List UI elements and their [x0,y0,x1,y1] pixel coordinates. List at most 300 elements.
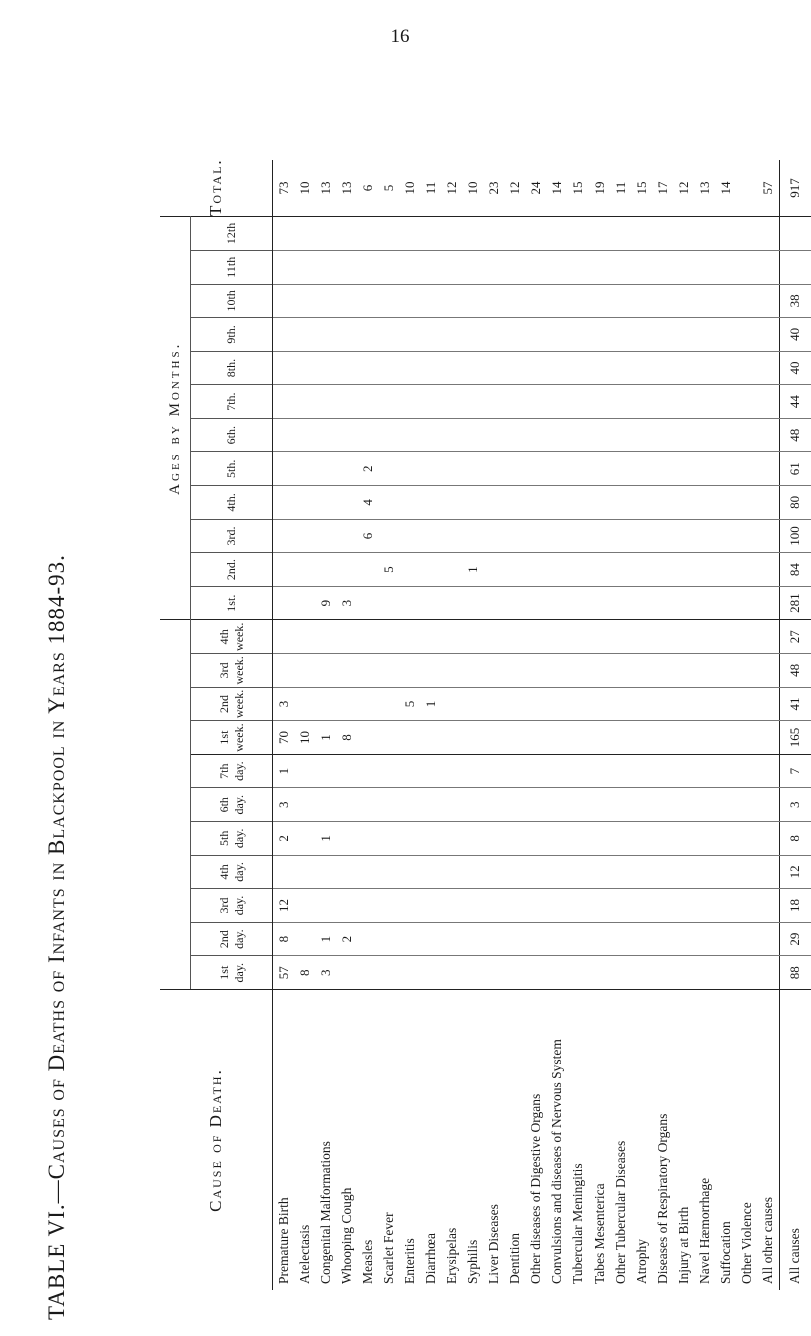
table-cell [463,822,484,856]
table-cell [673,922,694,956]
table-cell [294,889,315,923]
table-cell [442,351,463,385]
table-cell [568,922,589,956]
table-cell [463,788,484,822]
totals-row [779,160,811,1290]
table-cell [442,922,463,956]
grand-total: 917 [779,160,811,217]
table-cell [568,654,589,688]
table-cell [315,385,336,419]
cause-label: All other causes [758,990,780,1291]
table-cell [652,418,673,452]
table-cell [463,318,484,352]
cause-label: Measles [357,990,378,1291]
totals-cell: 48 [779,418,811,452]
table-cell [589,922,610,956]
table-cell [547,217,568,251]
cause-label: Diarrhœa [421,990,442,1291]
row-total: 19 [589,160,610,217]
age-column-header: 6th day. [191,788,273,822]
table-cell [694,284,715,318]
table-cell [568,788,589,822]
table-cell [505,654,526,688]
table-cell [484,754,505,788]
table-cell [694,452,715,486]
table-cell [399,855,420,889]
table-cell [673,486,694,520]
table-cell [505,620,526,654]
table-title-text: —Causes of Deaths of Infants in Blackpool in Years 1884-93. [44,554,69,1204]
table-cell: 6 [357,519,378,553]
table-cell [547,452,568,486]
cause-label: Enteritis [399,990,420,1291]
table-cell [694,351,715,385]
table-cell [378,418,399,452]
table-cell [294,620,315,654]
table-row [505,160,526,1290]
table-cell [357,788,378,822]
row-total: 11 [421,160,442,217]
age-column-header: 4th day. [191,855,273,889]
table-cell [484,250,505,284]
table-cell [378,620,399,654]
table-cell [336,385,357,419]
cause-label: Convulsions and diseases of Nervous System [547,990,568,1291]
table-cell [421,754,442,788]
cause-label: Congenital Malformations [315,990,336,1291]
table-cell [505,822,526,856]
row-total: 5 [378,160,399,217]
table-cell [273,217,295,251]
table-cell [399,788,420,822]
table-cell [505,754,526,788]
table-cell [421,250,442,284]
table-cell [442,687,463,721]
table-cell [736,250,757,284]
table-cell [610,452,631,486]
age-column-header: 7th day. [191,754,273,788]
header-row-1 [160,160,191,1290]
table-cell [484,351,505,385]
table-cell [378,922,399,956]
table-cell [484,519,505,553]
table-cell [736,654,757,688]
table-cell [715,855,736,889]
causes-table-rotated [160,158,803,1290]
table-cell [673,620,694,654]
table-cell [336,889,357,923]
table-cell [357,889,378,923]
table-row [378,160,399,1290]
table-cell [758,519,780,553]
table-cell [715,788,736,822]
table-cell [568,754,589,788]
totals-cell: 40 [779,351,811,385]
table-cell [758,486,780,520]
row-total: 12 [673,160,694,217]
table-cell [526,889,547,923]
table-cell [526,519,547,553]
table-cell [589,855,610,889]
table-cell [673,217,694,251]
table-cell [758,418,780,452]
table-body [273,160,811,1290]
cause-label: Atelectasis [294,990,315,1291]
table-cell [694,250,715,284]
table-cell [484,889,505,923]
totals-cell: 61 [779,452,811,486]
table-cell [631,687,652,721]
table-row [568,160,589,1290]
table-cell [421,486,442,520]
table-cell [378,721,399,755]
table-cell [421,922,442,956]
table-cell [568,956,589,990]
table-cell [463,351,484,385]
table-row [610,160,631,1290]
totals-cell: 8 [779,822,811,856]
table-cell [463,418,484,452]
table-cell [442,654,463,688]
table-cell: 1 [315,922,336,956]
totals-cell: 165 [779,721,811,755]
table-cell [715,586,736,620]
table-cell [505,452,526,486]
table-cell [589,351,610,385]
table-cell [547,318,568,352]
table-cell [463,687,484,721]
row-total: 15 [568,160,589,217]
table-cell [715,654,736,688]
age-column-header: 4th week. [191,620,273,654]
age-column-header: 7th. [191,385,273,419]
table-cell [357,418,378,452]
table-cell [694,654,715,688]
table-cell [547,654,568,688]
header-cause: Cause of Death. [160,990,273,1291]
table-cell [357,922,378,956]
table-cell [421,721,442,755]
table-cell [505,687,526,721]
table-cell [631,284,652,318]
table-cell [336,486,357,520]
table-cell [694,754,715,788]
table-cell [336,754,357,788]
table-cell [568,318,589,352]
table-row [294,160,315,1290]
table-cell [294,318,315,352]
table-cell [652,452,673,486]
table-cell [589,217,610,251]
table-cell [673,654,694,688]
table-cell [631,956,652,990]
row-total: 6 [357,160,378,217]
table-cell [568,687,589,721]
table-cell [694,956,715,990]
table-cell [399,822,420,856]
table-cell [399,217,420,251]
table-cell [631,418,652,452]
table-cell [463,855,484,889]
table-cell [484,721,505,755]
table-cell [294,586,315,620]
table-cell [631,822,652,856]
table-cell [399,519,420,553]
header-days-weeks-spacer [160,620,191,990]
table-cell [526,620,547,654]
table-cell [484,452,505,486]
table-cell [484,654,505,688]
table-cell [463,586,484,620]
table-row [442,160,463,1290]
table-cell [378,217,399,251]
table-cell [631,620,652,654]
table-cell [758,855,780,889]
table-cell [610,250,631,284]
table-cell [315,284,336,318]
table-cell [568,721,589,755]
table-cell [273,620,295,654]
table-cell [547,553,568,587]
table-cell [610,418,631,452]
table-cell [399,452,420,486]
table-cell [673,351,694,385]
table-cell [378,250,399,284]
table-cell [694,553,715,587]
table-cell [715,956,736,990]
table-cell [315,418,336,452]
table-cell [589,519,610,553]
table-cell [484,687,505,721]
table-cell [399,486,420,520]
table-cell [357,754,378,788]
table-cell [568,284,589,318]
age-column-header: 5th. [191,452,273,486]
table-cell [715,250,736,284]
table-cell: 57 [273,956,295,990]
table-cell [421,586,442,620]
table-cell [631,855,652,889]
table-cell [547,754,568,788]
table-cell [589,418,610,452]
table-cell [336,687,357,721]
table-cell [273,452,295,486]
table-cell [673,250,694,284]
age-column-header: 1st. [191,586,273,620]
table-cell [694,855,715,889]
table-cell [484,217,505,251]
table-cell [526,721,547,755]
table-cell: 5 [399,687,420,721]
table-cell [673,788,694,822]
table-cell [694,687,715,721]
table-cell [336,822,357,856]
cause-label: Suffocation [715,990,736,1291]
table-cell [673,318,694,352]
table-cell [631,721,652,755]
table-cell [526,385,547,419]
totals-cell: 29 [779,922,811,956]
table-cell [736,788,757,822]
table-cell [315,486,336,520]
table-cell [589,788,610,822]
table-cell [442,586,463,620]
table-cell [736,620,757,654]
table-cell [399,620,420,654]
totals-cell: 44 [779,385,811,419]
table-cell [526,351,547,385]
table-cell [336,654,357,688]
table-cell [547,721,568,755]
table-cell [758,922,780,956]
table-cell [505,217,526,251]
age-column-header: 6th. [191,418,273,452]
table-cell [378,586,399,620]
table-cell [694,217,715,251]
table-cell [673,754,694,788]
table-cell [547,788,568,822]
table-cell [631,351,652,385]
cause-label: Liver Diseases [484,990,505,1291]
table-cell [652,385,673,419]
row-total: 17 [652,160,673,217]
row-total: 10 [399,160,420,217]
table-cell [589,687,610,721]
table-cell [652,318,673,352]
table-cell [736,754,757,788]
table-cell [315,889,336,923]
table-cell [378,385,399,419]
table-cell [484,620,505,654]
table-cell [505,284,526,318]
table-cell [336,250,357,284]
table-cell [484,385,505,419]
table-cell [589,318,610,352]
table-cell [357,620,378,654]
table-cell [568,418,589,452]
age-column-header: 12th [191,217,273,251]
table-cell [610,553,631,587]
table-cell [631,922,652,956]
table-cell [673,687,694,721]
table-cell [652,687,673,721]
table-cell [610,486,631,520]
table-cell [336,788,357,822]
table-cell [421,418,442,452]
table-cell [294,385,315,419]
table-cell: 3 [273,788,295,822]
totals-cell: 12 [779,855,811,889]
table-cell [736,956,757,990]
table-cell [357,351,378,385]
table-cell [399,250,420,284]
table-cell [315,620,336,654]
table-cell: 9 [315,586,336,620]
table-cell [652,788,673,822]
table-cell [589,385,610,419]
table-cell [315,855,336,889]
table-cell [315,452,336,486]
cause-label: Erysipelas [442,990,463,1291]
table-cell [715,687,736,721]
table-cell [652,553,673,587]
row-total: 13 [336,160,357,217]
table-cell [505,486,526,520]
table-cell [505,586,526,620]
table-cell [736,586,757,620]
table-cell [294,486,315,520]
table-cell [694,486,715,520]
table-cell [758,351,780,385]
cause-label: Other Tubercular Diseases [610,990,631,1291]
table-cell [421,553,442,587]
table-row [652,160,673,1290]
table-cell [589,250,610,284]
table-cell [589,889,610,923]
table-cell [421,956,442,990]
table-cell [758,250,780,284]
table-cell [610,318,631,352]
table-cell [673,519,694,553]
row-total: 15 [631,160,652,217]
cause-label: Scarlet Fever [378,990,399,1291]
table-cell [610,654,631,688]
table-cell [673,956,694,990]
table-cell [442,217,463,251]
table-cell [715,553,736,587]
table-cell [421,385,442,419]
totals-cell [779,217,811,251]
table-cell [463,284,484,318]
table-row [336,160,357,1290]
table-cell [694,822,715,856]
table-cell [610,385,631,419]
table-cell [442,754,463,788]
age-column-header: 3rd. [191,519,273,553]
age-column-header: 3rd day. [191,889,273,923]
table-cell [736,418,757,452]
table-cell [336,418,357,452]
table-row [526,160,547,1290]
table-cell [673,385,694,419]
table-cell [547,922,568,956]
row-total: 12 [442,160,463,217]
table-cell [758,586,780,620]
table-cell [336,452,357,486]
table-cell [652,889,673,923]
table-cell [294,822,315,856]
table-cell [463,889,484,923]
table-cell [526,822,547,856]
table-cell [652,250,673,284]
table-cell [694,922,715,956]
table-cell: 3 [315,956,336,990]
table-cell [294,250,315,284]
table-cell [315,553,336,587]
table-cell [442,250,463,284]
table-cell [610,956,631,990]
table-cell [463,385,484,419]
cause-label: Navel Hæmorrhage [694,990,715,1291]
table-cell [526,855,547,889]
table-cell [610,284,631,318]
table-cell [694,721,715,755]
table-cell [568,217,589,251]
row-total: 73 [273,160,295,217]
table-cell [357,217,378,251]
table-cell [273,855,295,889]
table-row [589,160,610,1290]
